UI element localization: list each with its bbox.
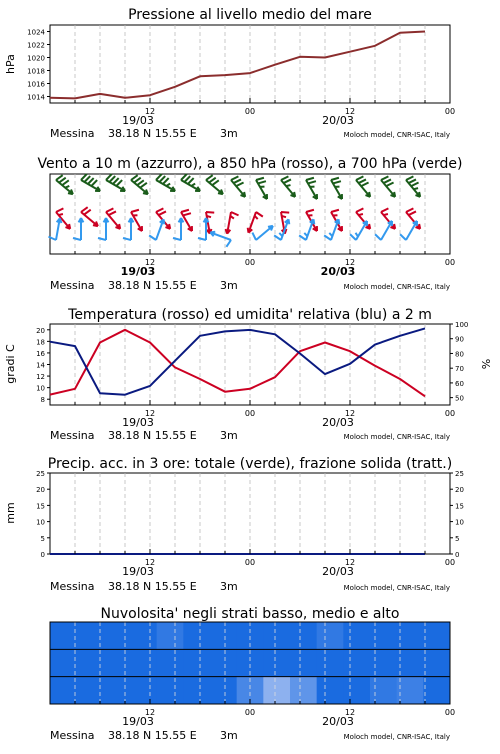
wind-barb-feather — [81, 207, 88, 212]
footer-location: Messina — [50, 127, 95, 140]
wind-barb-feather — [73, 238, 81, 240]
y-tick-label: 5 — [455, 535, 459, 543]
y-tick-label: 1014 — [27, 94, 45, 102]
y-tick-label: 15 — [36, 502, 45, 510]
wind-barb-feather — [156, 208, 163, 212]
wind-barbs — [48, 174, 420, 247]
footer-altitude: 3m — [220, 729, 238, 742]
wind-barb-head — [119, 224, 120, 229]
wind-barb-feather — [331, 210, 339, 212]
y-tick-label: 25 — [455, 470, 464, 478]
wind-barb-feather — [356, 233, 358, 237]
footer-credit: Moloch model, CNR-ISAC, Italy — [344, 131, 450, 139]
x-tick-label: 00 — [445, 107, 455, 116]
y-tick-label: 20 — [455, 486, 464, 494]
cloud-cell — [290, 649, 317, 676]
y-tick-label: 10 — [36, 519, 45, 527]
temperature-x-ticks — [75, 400, 455, 429]
x-tick-label: 12 — [145, 708, 155, 717]
cloud-cell — [290, 622, 317, 649]
wind-barb-feather — [109, 211, 116, 215]
footer-altitude: 3m — [220, 429, 238, 442]
wind-barb-head — [419, 224, 420, 229]
cloud-cell — [263, 649, 290, 676]
wind-barb-staff — [356, 221, 367, 240]
wind-barb-feather — [256, 212, 263, 217]
cloud-cell — [157, 677, 184, 704]
y-tick-label: 20 — [36, 486, 45, 494]
wind-barb-feather — [212, 180, 219, 185]
wind-barb-feather — [281, 176, 288, 180]
footer-altitude: 3m — [220, 580, 238, 593]
x-tick-label: 12 — [345, 409, 355, 418]
cloud-cell — [50, 677, 77, 704]
wind-barb-feather — [65, 186, 69, 188]
wind-barb-feather — [231, 176, 238, 180]
date-label: 20/03 — [322, 715, 354, 728]
temperature-series — [50, 328, 425, 396]
y-tick-label: 25 — [36, 470, 45, 478]
x-tick-label: 00 — [245, 558, 255, 567]
footer-credit: Moloch model, CNR-ISAC, Italy — [344, 584, 450, 592]
cloud-cell — [103, 649, 130, 676]
wind-barb-feather — [226, 240, 231, 247]
y-tick-label: 8 — [41, 396, 45, 404]
cloud-cell — [157, 649, 184, 676]
pressure-series — [50, 32, 425, 99]
wind-barb-staff — [406, 221, 417, 240]
x-tick-label: 12 — [345, 558, 355, 567]
cloud-cell — [183, 622, 210, 649]
wind-barb-feather — [333, 181, 341, 183]
wind-barb-feather — [384, 214, 388, 215]
wind-barb-feather — [304, 233, 307, 236]
wind-barb-feather — [159, 211, 166, 215]
date-label: 19/03 — [122, 416, 154, 429]
pressure-grid — [75, 25, 425, 103]
date-label: 20/03 — [322, 565, 354, 578]
wind-barb-feather — [231, 212, 239, 215]
x-tick-label: 12 — [145, 107, 155, 116]
footer-coords: 38.18 N 15.55 E — [108, 127, 197, 140]
wind-barb-feather — [356, 208, 363, 212]
precip-frame — [50, 473, 450, 554]
wind-barb-head — [419, 192, 420, 197]
cloud-cell — [397, 622, 424, 649]
wind-barb-feather — [84, 210, 91, 215]
cloud-cells — [50, 622, 451, 704]
wind-barb-feather — [356, 176, 363, 180]
wind-barb-feather — [56, 208, 63, 212]
y-tick-label: 20 — [36, 327, 45, 335]
wind-barb-feather — [381, 208, 388, 212]
x-tick-label: 12 — [345, 107, 355, 116]
date-label: 20/03 — [322, 416, 354, 429]
y-tick-label: 12 — [36, 373, 45, 381]
x-tick-label: 00 — [245, 107, 255, 116]
cloud-cell — [423, 622, 450, 649]
temperature-line — [50, 330, 425, 397]
y-tick-label: 0 — [41, 551, 45, 559]
x-tick-label: 00 — [445, 558, 455, 567]
cloud-cell — [263, 622, 290, 649]
cloud-cell — [130, 649, 157, 676]
precip-grid — [75, 473, 425, 554]
y-tick-label: 1024 — [27, 29, 45, 37]
wind-barb-feather — [166, 184, 170, 186]
cloud-cell — [343, 649, 370, 676]
wind-barb-feather — [286, 185, 290, 186]
wind-barb-feather — [256, 178, 264, 180]
wind-barb-feather — [137, 180, 144, 185]
footer-coords: 38.18 N 15.55 E — [108, 729, 197, 742]
wind-barb-head — [294, 192, 295, 197]
wind-barb-feather — [375, 234, 381, 240]
wind-barb-staff — [256, 226, 273, 240]
wind-barb-feather — [284, 179, 291, 183]
wind-x-ticks — [75, 249, 455, 278]
cloud-cell — [290, 677, 317, 704]
wind-barb-feather — [181, 210, 189, 212]
cloud-cell — [210, 622, 237, 649]
humidity-ylabel: % — [480, 359, 493, 369]
x-tick-label: 12 — [145, 258, 155, 267]
wind-barb-feather — [62, 180, 69, 185]
cloud-cell — [317, 677, 344, 704]
wind-barb-head — [69, 224, 70, 229]
x-tick-label: 12 — [145, 558, 155, 567]
footer-location: Messina — [50, 729, 95, 742]
wind-barb-feather — [106, 208, 113, 212]
wind-barb-feather — [308, 181, 316, 183]
temperature-ylabel: gradi C — [4, 344, 17, 384]
cloud-cell — [397, 677, 424, 704]
cloud-cell — [423, 649, 450, 676]
y-tick-label: 14 — [36, 362, 45, 370]
footer-credit: Moloch model, CNR-ISAC, Italy — [344, 433, 450, 441]
x-tick-label: 00 — [445, 258, 455, 267]
wind-barb-head — [169, 224, 170, 229]
y-tick-label: 10 — [36, 385, 45, 393]
y-tick-label: 60 — [455, 380, 464, 388]
cloud-cell — [210, 649, 237, 676]
y-tick-label: 18 — [36, 338, 45, 346]
wind-barb-feather — [123, 238, 131, 240]
y-tick-label: 1020 — [27, 55, 45, 63]
wind-barb-feather — [384, 179, 391, 183]
wind-barb-head — [268, 226, 273, 227]
cloud-title: Nuvolosita' negli strati basso, medio e alto — [101, 606, 400, 622]
wind-barb-feather — [279, 233, 282, 236]
temperature-panel — [4, 307, 493, 429]
wind-barb-feather — [206, 212, 214, 213]
cloud-cell — [50, 622, 77, 649]
wind-barb-feather — [386, 183, 393, 187]
y-tick-label: 0 — [455, 551, 459, 559]
wind-barb-feather — [409, 179, 416, 183]
temperature-y-ticks — [36, 327, 50, 404]
cloud-cell — [130, 622, 157, 649]
cloud-cell — [370, 622, 397, 649]
wind-barb-feather — [281, 212, 289, 213]
cloud-cell — [157, 622, 184, 649]
cloud-cell — [183, 649, 210, 676]
cloud-cell — [423, 677, 450, 704]
wind-barb-head — [369, 224, 370, 229]
pressure-x-ticks — [75, 98, 455, 127]
wind-barb-feather — [331, 178, 339, 180]
footer-location: Messina — [50, 580, 95, 593]
precip-title: Precip. acc. in 3 ore: totale (verde), frazione solida (tratt.) — [48, 456, 452, 472]
wind-barb-staff — [81, 212, 98, 226]
wind-barb-feather — [59, 214, 63, 215]
cloud-cell — [263, 677, 290, 704]
footer-credit: Moloch model, CNR-ISAC, Italy — [344, 283, 450, 291]
x-tick-label: 00 — [445, 708, 455, 717]
x-tick-label: 00 — [245, 708, 255, 717]
x-tick-label: 12 — [345, 708, 355, 717]
cloud-cell — [370, 649, 397, 676]
wind-grid — [75, 174, 425, 254]
wind-barb-feather — [255, 216, 258, 219]
wind-barb-feather — [359, 179, 366, 183]
precip-y-ticks-right — [450, 470, 464, 559]
date-label: 19/03 — [122, 114, 154, 127]
wind-barb-feather — [258, 181, 266, 183]
cloud-cell — [343, 622, 370, 649]
wind-barb-feather — [134, 178, 141, 183]
wind-barb-staff — [381, 221, 392, 240]
footer-coords: 38.18 N 15.55 E — [108, 580, 197, 593]
y-tick-label: 1016 — [27, 81, 45, 89]
x-tick-label: 12 — [145, 409, 155, 418]
cloud-cell — [183, 677, 210, 704]
wind-barb-feather — [236, 183, 243, 187]
footer-location: Messina — [50, 429, 95, 442]
pressure-ylabel: hPa — [4, 54, 17, 74]
wind-barb-feather — [183, 213, 191, 215]
footer-altitude: 3m — [220, 279, 238, 292]
cloud-cell — [397, 649, 424, 676]
footer-credit: Moloch model, CNR-ISAC, Italy — [344, 733, 450, 741]
y-tick-label: 16 — [36, 350, 45, 358]
cloud-cell — [317, 622, 344, 649]
wind-barb-feather — [406, 208, 413, 212]
cloud-panel — [50, 606, 455, 728]
y-tick-label: 100 — [455, 321, 468, 329]
cloud-cell — [370, 677, 397, 704]
x-tick-label: 00 — [245, 258, 255, 267]
wind-barb-staff — [206, 180, 223, 194]
wind-barb-feather — [361, 183, 368, 187]
footer-coords: 38.18 N 15.55 E — [108, 429, 197, 442]
wind-barb-feather — [234, 179, 241, 183]
wind-barb-head — [394, 192, 395, 197]
wind-barb-feather — [306, 178, 314, 180]
cloud-cell — [210, 677, 237, 704]
wind-barb-feather — [56, 175, 63, 180]
y-tick-label: 50 — [455, 395, 464, 403]
wind-barb-feather — [131, 175, 138, 180]
wind-panel — [37, 156, 462, 278]
y-tick-label: 80 — [455, 350, 464, 358]
wind-barb-staff — [56, 180, 73, 194]
date-label: 20/03 — [321, 265, 356, 278]
wind-barb-feather — [414, 188, 418, 189]
precip-y-ticks — [36, 470, 50, 559]
y-tick-label: 5 — [41, 535, 45, 543]
wind-barb-feather — [191, 184, 195, 186]
wind-barb-feather — [306, 210, 314, 212]
y-tick-label: 90 — [455, 336, 464, 344]
cloud-cell — [130, 677, 157, 704]
y-tick-label: 15 — [455, 502, 464, 510]
wind-barb-head — [394, 224, 395, 229]
footer-altitude: 3m — [220, 127, 238, 140]
wind-barb-feather — [198, 238, 206, 240]
wind-barb-feather — [409, 211, 416, 215]
pressure-title: Pressione al livello medio del mare — [128, 7, 372, 23]
precip-panel — [4, 456, 464, 578]
y-tick-label: 1022 — [27, 42, 45, 50]
wind-barb-feather — [59, 178, 66, 183]
cloud-cell — [103, 622, 130, 649]
y-tick-label: 70 — [455, 365, 464, 373]
y-tick-label: 1018 — [27, 68, 45, 76]
footer-coords: 38.18 N 15.55 E — [108, 279, 197, 292]
wind-barb-feather — [131, 210, 139, 212]
date-label: 19/03 — [122, 565, 154, 578]
date-label: 19/03 — [122, 715, 154, 728]
wind-barb-feather — [252, 233, 256, 240]
humidity-y-ticks — [450, 321, 468, 403]
cloud-cell — [317, 649, 344, 676]
wind-barb-head — [244, 192, 245, 197]
cloud-cell — [103, 677, 130, 704]
wind-barb-feather — [350, 234, 356, 240]
wind-title: Vento a 10 m (azzurro), a 850 hPa (rosso), a 700 hPa (verde) — [37, 156, 462, 172]
x-tick-label: 00 — [245, 409, 255, 418]
wind-barb-feather — [329, 233, 332, 236]
pressure-line — [50, 32, 425, 99]
wind-barb-feather — [400, 234, 406, 240]
wind-barb-feather — [140, 183, 147, 188]
footer-location: Messina — [50, 279, 95, 292]
x-tick-label: 00 — [445, 409, 455, 418]
wind-barb-staff — [281, 180, 295, 197]
wind-barb-feather — [173, 238, 181, 240]
wind-barb-feather — [411, 183, 418, 187]
wind-barb-feather — [98, 238, 106, 240]
wind-barb-feather — [282, 216, 286, 217]
wind-barb-feather — [206, 175, 213, 180]
date-label: 19/03 — [121, 265, 156, 278]
wind-barb-feather — [359, 214, 363, 215]
wind-barb-feather — [381, 176, 388, 180]
precip-ylabel: mm — [4, 502, 17, 523]
cloud-cell — [50, 649, 77, 676]
x-tick-label: 12 — [345, 258, 355, 267]
wind-barb-head — [369, 192, 370, 197]
temperature-title: Temperatura (rosso) ed umidita' relativa (blu) a 2 m — [67, 307, 432, 323]
pressure-panel — [4, 7, 455, 127]
wind-barb-staff — [131, 180, 148, 194]
y-tick-label: 10 — [455, 519, 464, 527]
pressure-y-ticks — [27, 29, 50, 102]
date-label: 20/03 — [322, 114, 354, 127]
wind-barb-feather — [209, 178, 216, 183]
wind-barb-feather — [207, 216, 211, 217]
cloud-cell — [343, 677, 370, 704]
wind-barb-feather — [406, 176, 413, 180]
